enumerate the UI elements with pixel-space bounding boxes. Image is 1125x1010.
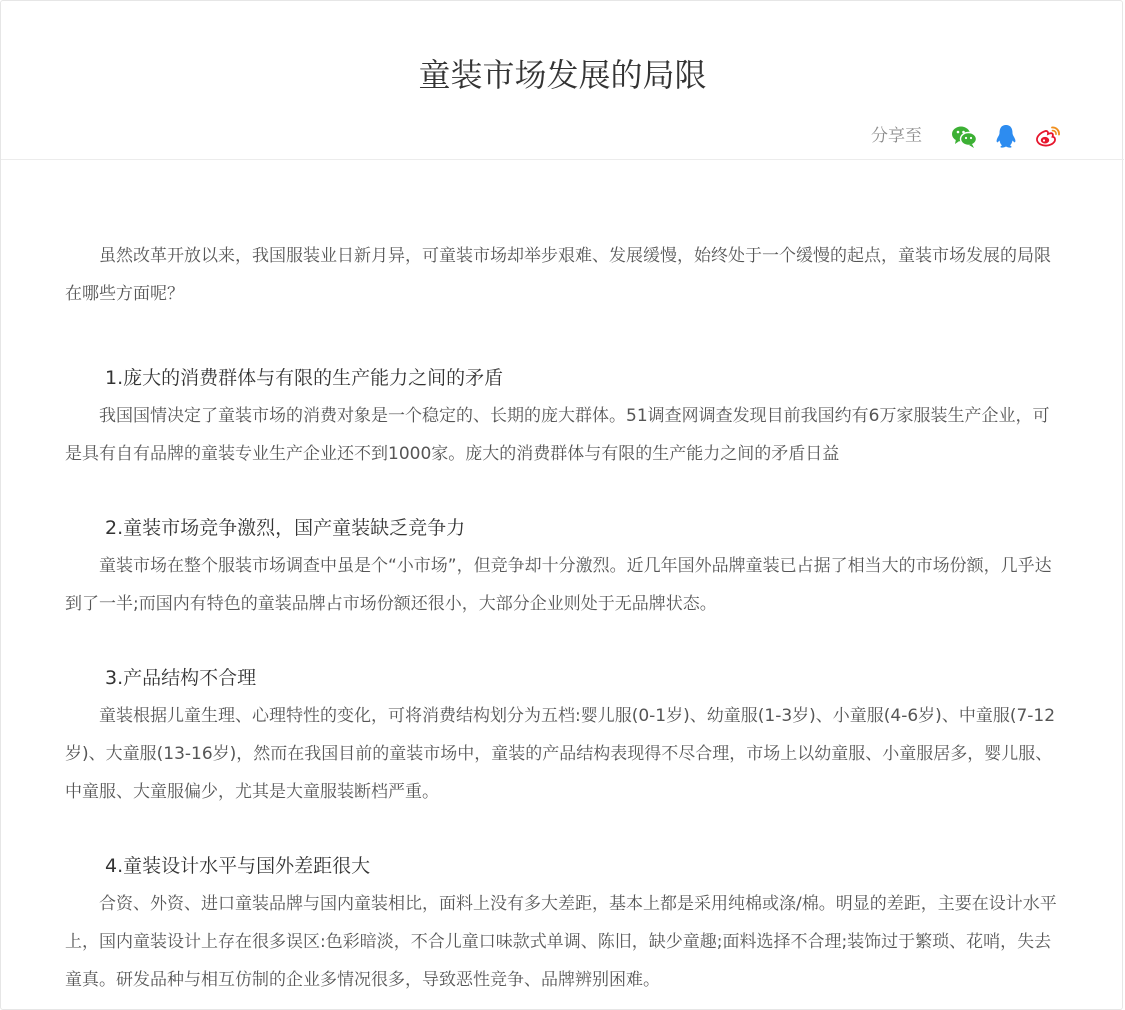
section-paragraph: 合资、外资、进口童装品牌与国内童装相比，面料上没有多大差距，基本上都是采用纯棉或涤/棉。明显的差距，主要在设计水平上，国内童装设计上存在很多误区:色彩暗淡，不合儿童口味款式单调、陈旧，缺少童趣;面料选择不合理;装饰过于繁琐、花哨，失去童真。研发品种与相互仿制的企业多情况很多，导致恶性竞争、品牌辨别困难。 — [65, 894, 1057, 990]
section-paragraph: 我国国情决定了童装市场的消费对象是一个稳定的、长期的庞大群体。51调查网调查发现目前我国约有6万家服装生产企业，可是具有自有品牌的童装专业生产企业还不到1000家。庞大的消费群体与有限的生产能力之间的矛盾日益 — [65, 406, 1050, 464]
section-heading: 2.童装市场竞争激烈，国产童装缺乏竞争力 — [105, 517, 466, 539]
weibo-icon[interactable] — [1034, 122, 1062, 150]
section-paragraph: 童装市场在整个服装市场调查中虽是个“小市场”，但竞争却十分激烈。近几年国外品牌童装已占据了相当大的市场份额，几乎达到了一半;而国内有特色的童装品牌占市场份额还很小，大部分企业则处于无品牌状态。 — [65, 556, 1052, 614]
section-heading: 1.庞大的消费群体与有限的生产能力之间的矛盾 — [105, 367, 504, 389]
article-title: 童装市场发展的局限 — [418, 56, 707, 94]
section-paragraph: 童装根据儿童生理、心理特性的变化，可将消费结构划分为五档:婴儿服(0-1岁)、幼童服(1-3岁)、小童服(4-6岁)、中童服(7-12岁)、大童服(13-16岁)，然而在我国目前的童装市场中，童装的产品结构表现得不尽合理，市场上以幼童服、小童服居多，婴儿服、中童服、大童服偏少，尤其是大童服装断档严重。 — [65, 706, 1056, 802]
section-heading: 3.产品结构不合理 — [105, 667, 257, 689]
wechat-icon[interactable] — [950, 122, 978, 150]
qq-icon[interactable] — [992, 122, 1020, 150]
article-header — [1, 1, 1124, 160]
intro-paragraph: 虽然改革开放以来，我国服装业日新月异，可童装市场却举步艰难、发展缓慢，始终处于一个缓慢的起点，童装市场发展的局限在哪些方面呢？ — [65, 246, 1051, 304]
share-bar — [871, 121, 1062, 151]
share-label: 分享至 — [871, 126, 922, 146]
section-heading: 4.童装设计水平与国外差距很大 — [105, 855, 371, 877]
article-body — [65, 237, 1065, 999]
